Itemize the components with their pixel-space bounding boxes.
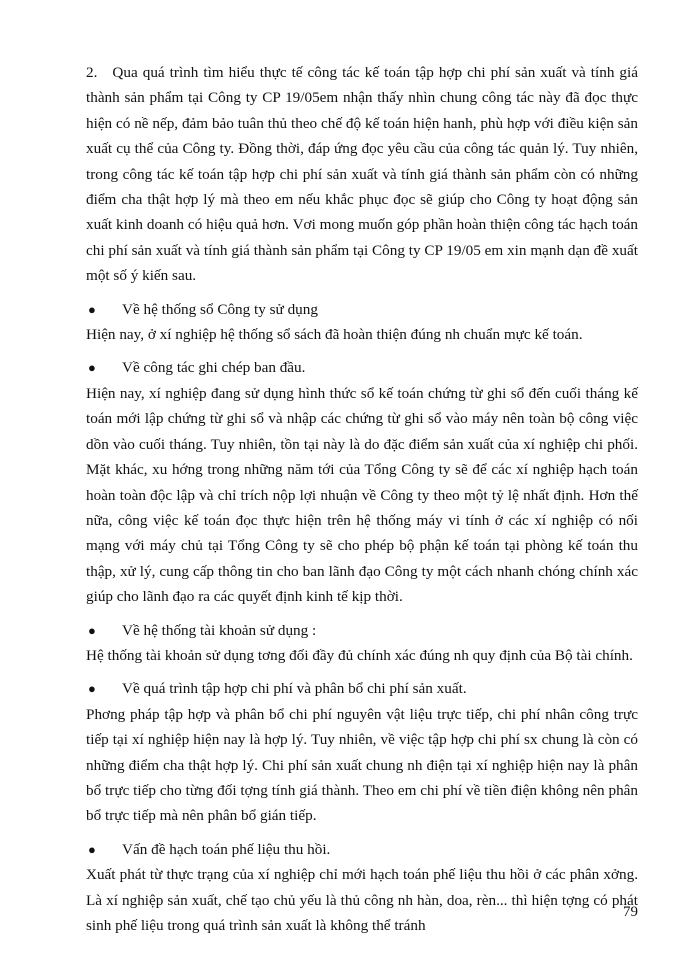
section-heading-cost-allocation (86, 676, 638, 701)
section-body-ledger: Hiện nay, ở xí nghiệp hệ thống sổ sách đã hoàn thiện đúng nh chuẩn mực kế toán. (86, 326, 583, 344)
bullet-icon: ● (88, 841, 96, 857)
intro-paragraph: 2. Qua quá trình tìm hiểu thực tế công tác kế toán tập hợp chi phí sản xuất và tính giá thành sản phẩm tại Công ty CP 19/05em nhận thấy nhìn chung công tác này đã đọc thực hiện có nề nếp, đảm bảo tuân thủ theo chế độ kế toán hiện hanh, phù hợp với điều kiện sản xuất cụ thể của Công ty. Đồng thời, đáp ứng đọc yêu cầu của công tác quản lý. Tuy nhiên, trong công tác kế toán tập hợp chi phí sản xuất và tính giá thành sản phẩm còn có những điểm cha thật hợp lý mà theo em nếu khắc phục đọc sẽ giúp cho Công ty hoạt động sản xuất kinh doanh có hiệu quả hơn. Vơi mong muốn góp phần hoàn thiện công tác hạch toán chi phí sản xuất và tính giá thành sản phẩm tại Công ty CP 19/05 em xin mạnh dạn đề xuất một số ý kiến sau. (86, 64, 638, 285)
section-heading-text: Về hệ thống tài khoản sử dụng : (122, 621, 317, 639)
section-body-accounts: Hệ thống tài khoản sử dụng tơng đối đầy đủ chính xác đúng nh quy định của Bộ tài chính. (86, 646, 633, 664)
section-heading-accounts (86, 618, 638, 643)
section-heading-ledger (86, 297, 638, 322)
section-heading-text: Về quá trình tập hợp chi phí và phân bổ chi phí sản xuất. (122, 680, 467, 698)
section-heading-text: Vấn đề hạch toán phế liệu thu hồi. (122, 840, 331, 858)
bullet-icon: ● (88, 301, 96, 317)
page-number: 79 (623, 904, 638, 920)
section-heading-scrap (86, 837, 638, 862)
document-page (86, 60, 638, 938)
section-body-cost-allocation: Phơng pháp tập hợp và phân bổ chi phí nguyên vật liệu trực tiếp, chi phí nhân công trực tiếp tại xí nghiệp hiện nay là hợp lý. Tuy nhiên, về việc tập hợp chi phí sx chung là còn có những điểm cha thật hợp lý. Chi phí sản xuất chung nh điện tại xí nghiệp hiện nay là phân bổ trực tiếp cho từng đối tợng tính giá thành. Theo em chi phí về tiền điện không nên phân bổ trực tiếp mà nên phân bổ gián tiếp. (86, 705, 638, 825)
bullet-icon: ● (88, 622, 96, 638)
bullet-icon: ● (88, 681, 96, 697)
section-heading-text: Về công tác ghi chép ban đầu. (122, 359, 306, 377)
section-body-initial-records: Hiện nay, xí nghiệp đang sử dụng hình thức sổ kế toán chứng từ ghi sổ đến cuối tháng kế toán mới lập chứng từ ghi sổ và nhập các chứng từ ghi sổ vào máy nên toàn bộ công việc dồn vào cuối tháng. Tuy nhiên, tồn tại này là do đặc điểm sản xuất của xí nghiệp chi phối. Mặt khác, xu hớng trong những năm tới của Tổng Công ty sẽ để các xí nghiệp hạch toán hoàn toàn độc lập và chỉ trích nộp lợi nhuận về Công ty theo một tỷ lệ nhất định. Hơn thế nữa, công việc kế toán đọc thực hiện trên hệ thống máy vi tính ở các xí nghiệp có nối mạng với máy chủ tại Tổng Công ty sẽ cho phép bộ phận kế toán tại phòng kế toán thu thập, xử lý, cung cấp thông tin cho ban lãnh đạo Công ty một cách nhanh chóng chính xác giúp cho lãnh đạo ra các quyết định kinh tế kịp thời. (86, 384, 638, 606)
bullet-icon: ● (88, 360, 96, 376)
section-heading-text: Về hệ thống sổ Công ty sử dụng (122, 300, 318, 318)
section-heading-initial-records (86, 355, 638, 380)
section-body-scrap: Xuất phát từ thực trạng của xí nghiệp chỉ mới hạch toán phế liệu thu hồi ở các phân xởng. Là xí nghiệp sản xuất, chế tạo chủ yếu là thủ công nh hàn, doa, rèn... thì hiện tợng có phát sinh phế liệu trong quá trình sản xuất là không thể tránh (86, 866, 638, 934)
